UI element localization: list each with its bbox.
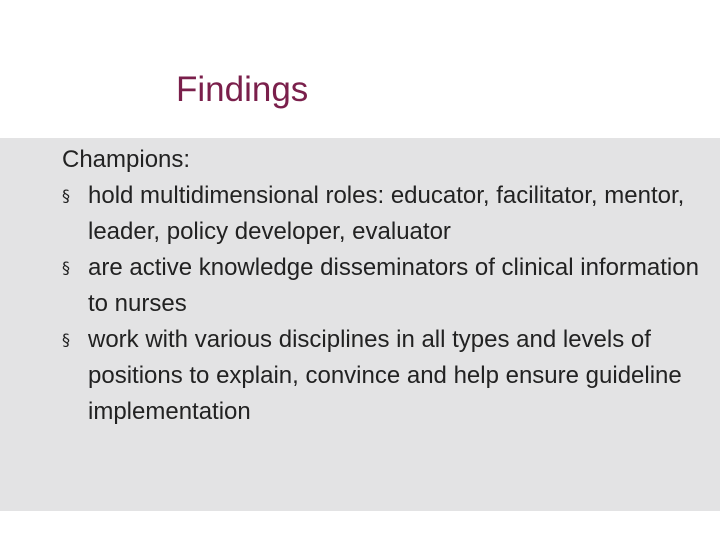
section-bullet-icon: § xyxy=(62,258,70,277)
bullet-text: work with various disciplines in all types and levels of positions to explain, convince and help ensure guideline implementation xyxy=(88,326,682,425)
intro-text: Champions: xyxy=(62,146,191,173)
bullet-text: are active knowledge disseminators of clinical information to nurses xyxy=(88,254,699,317)
list-item xyxy=(62,250,702,322)
slide-body xyxy=(62,142,702,430)
bullet-list xyxy=(62,178,702,430)
list-item xyxy=(62,178,702,250)
list-item xyxy=(62,322,702,430)
section-bullet-icon: § xyxy=(62,186,70,205)
bullet-text: hold multidimensional roles: educator, facilitator, mentor, leader, policy developer, evaluator xyxy=(88,182,685,245)
slide-title: Findings xyxy=(176,70,309,109)
section-bullet-icon: § xyxy=(62,330,70,349)
